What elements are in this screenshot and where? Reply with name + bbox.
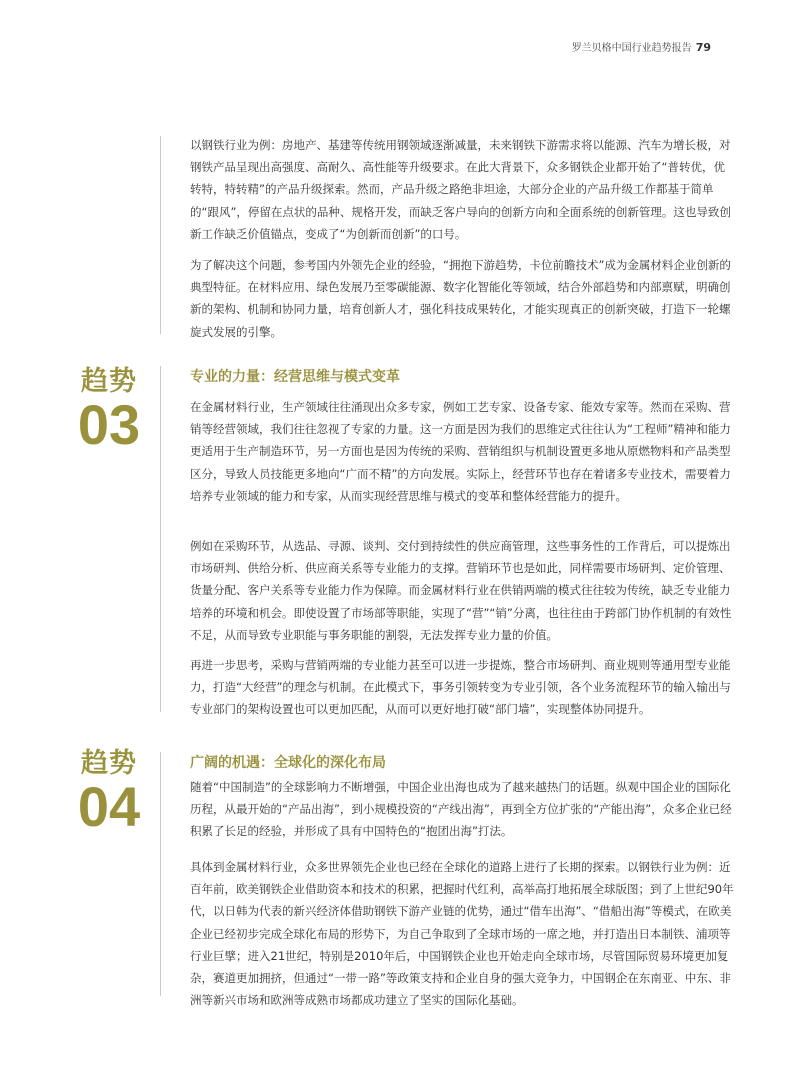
- trend-04-label: [64, 748, 154, 838]
- trend-word: 趋势: [81, 366, 137, 397]
- running-header: [572, 39, 711, 54]
- trend-04-heading: 广阔的机遇：全球化的深化布局: [190, 755, 386, 771]
- paragraph-text: 具体到金属材料行业，众多世界领先企业也已经在全球化的道路上进行了长期的探索。以钢铁行业为例：近百年前，欧美钢铁企业借助资本和技术的积累，把握时代红利，高举高打地拓展全球版图；到了上世纪90年代，以日韩为代表的新兴经济体借助钢铁下游产业链的优势，通过“借车出海”、“借船出海”等模式，在欧美企业已经初步完成全球化布局的形势下，为自己争取到了全球市场的一席之地，并打造出日本制铁、浦项等行业巨擘；进入21世纪，特别是2010年后，中国钢铁企业也开始走向全球市场，尽管国际贸易环境更加复杂，赛道更加拥挤，但通过“一带一路”等政策支持和企业自身的强大竞争力，中国钢企在东南亚、中东、非洲等新兴市场和欧洲等成熟市场都成功建立了坚实的国际化基础。: [190, 860, 734, 1008]
- intro-paragraph-1: [190, 134, 735, 245]
- trend-04-paragraph-2: [190, 856, 735, 1011]
- paragraph-text: 例如在采购环节，从选品、寻源、谈判、交付到持续性的供应商管理，这些事务性的工作背后，可以提炼出市场研判、供给分析、供应商关系等专业能力的支撑。营销环节也是如此，同样需要市场研判、定价管理、货量分配、客户关系等专业能力作为保障。而金属材料行业在供销两端的模式往往较为传统，缺乏专业能力培养的环境和机会。即使设置了市场部等职能，实现了“营”“销”分离，也往往由于跨部门协作机制的有效性不足，从而导致专业职能与事务职能的割裂，无法发挥专业力量的价值。: [190, 539, 732, 642]
- paragraph-text: 以钢铁行业为例：房地产、基建等传统用钢领域逐渐减量，未来钢铁下游需求将以能源、汽车为增长极，对钢铁产品呈现出高强度、高耐久、高性能等升级要求。在此大背景下，众多钢铁企业都开始了“普转优，优转特，特转精”的产品升级探索。然而，产品升级之路绝非坦途，大部分企业的产品升级工作都基于简单的“跟风”，停留在点状的品种、规格开发，而缺乏客户导向的创新方向和全面系统的创新管理。这也导致创新工作缺乏价值锚点，变成了“为创新而创新”的口号。: [190, 138, 731, 241]
- trend-03-paragraph-1: [190, 396, 735, 507]
- report-title: 罗兰贝格中国行业趋势报告: [571, 43, 692, 54]
- trend-word: 趋势: [81, 748, 137, 779]
- trend-03-heading: 专业的力量：经营思维与模式变革: [190, 369, 400, 385]
- margin-rule-trend-03: [160, 366, 161, 712]
- trend-04-paragraph-1: [190, 776, 735, 843]
- trend-03-label: [64, 366, 154, 456]
- intro-paragraph-2: [190, 254, 735, 343]
- margin-rule-intro: [160, 136, 161, 334]
- trend-number: 04: [77, 775, 141, 838]
- margin-rule-trend-04: [160, 752, 161, 996]
- trend-03-paragraph-3: [190, 654, 735, 721]
- paragraph-text: 在金属材料行业，生产领域往往涌现出众多专家，例如工艺专家、设备专家、能效专家等。然而在采购、营销等经营领域，我们往往忽视了专家的力量。这一方面是因为我们的思维定式往往认为“工程师”精神和能力更适用于生产制造环节，另一方面也是因为传统的采购、营销组织与机制设置更多地从原燃物料和产品类型区分，导致人员技能更多地向“广而不精”的方向发展。实际上，经营环节也存在着诸多专业技术，需要着力培养专业领域的能力和专家，从而实现经营思维与模式的变革和整体经营能力的提升。: [190, 400, 731, 503]
- page-number: 79: [695, 41, 711, 54]
- paragraph-text: 再进一步思考，采购与营销两端的专业能力甚至可以进一步提炼，整合市场研判、商业规则等通用型专业能力，打造“大经营”的理念与机制。在此模式下，事务引领转变为专业引领，各个业务流程环节的输入输出与专业部门的架构设置也可以更加匹配，从而可以更好地打破“部门墙”，实现整体协同提升。: [190, 658, 731, 717]
- trend-03-paragraph-2: [190, 535, 735, 646]
- paragraph-text: 随着“中国制造”的全球影响力不断增强，中国企业出海也成为了越来越热门的话题。纵观中国企业的国际化历程，从最开始的“产品出海”，到小规模投资的“产线出海”，再到全方位扩张的“产能出海”，众多企业已经积累了长足的经验，并形成了具有中国特色的“抱团出海”打法。: [190, 780, 732, 839]
- trend-number: 03: [77, 393, 141, 456]
- paragraph-text: 为了解决这个问题，参考国内外领先企业的经验，“拥抱下游趋势，卡位前瞻技术”成为金属材料企业创新的典型特征。在材料应用、绿色发展乃至零碳能源、数字化智能化等领域，结合外部趋势和内部禀赋，明确创新的架构、机制和协同力量，培育创新人才，强化科技成果转化，才能实现真正的创新突破，打造下一轮螺旋式发展的引擎。: [190, 258, 731, 339]
